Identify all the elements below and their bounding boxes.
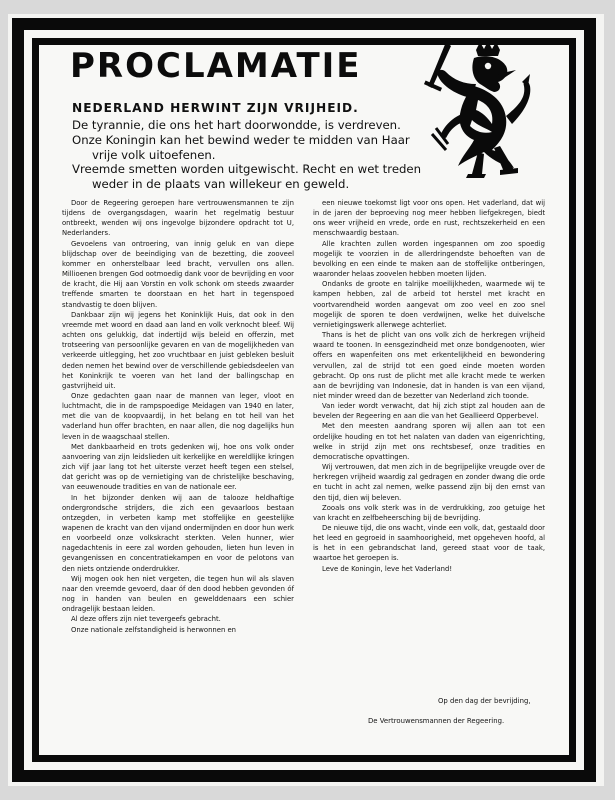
lead-line: Onze Koningin kan het bewind weder te midden van Haar xyxy=(72,132,410,147)
paragraph: Van ieder wordt verwacht, dat hij zich stipt zal houden aan de bevelen der Regeering en aan die van het Geallieerd Opperbevel. xyxy=(313,402,545,421)
closing-line: Op den dag der bevrijding, xyxy=(438,697,531,705)
right-column xyxy=(313,198,545,574)
paragraph: Met den meesten aandrang sporen wij allen aan tot een ordelijke houding en tot het nalaten van daden van eigenrichting, welke in strijd zijn met ons rechtsbesef, onze tradities en democratische opvattingen. xyxy=(313,422,545,461)
paragraph: Met dankbaarheid en trots gedenken wij, hoe ons volk onder aanvoering van zijn leidslieden uit kerkelijke en wereldlijke kringen zich vijf jaar lang tot het uiterste verzet heeft tegen een stelsel, dat gericht was op de vernietiging van de christelijke beschaving, van eeuwenoude tradities en van de nationale eer. xyxy=(62,442,294,492)
paragraph: Al deze offers zijn niet tevergeefs gebracht. xyxy=(71,615,221,624)
paragraph: Leve de Koningin, leve het Vaderland! xyxy=(322,564,453,573)
lion-icon xyxy=(418,40,533,180)
proclamation-title: PROCLAMATIE xyxy=(70,46,362,86)
lead-line: vrije volk uitoefenen. xyxy=(92,147,216,162)
lead-line: De tyrannie, die ons het hart doorwondde, is verdreven. xyxy=(72,118,401,132)
lead-line: Vreemde smetten worden uitgewischt. Recht en wet treden xyxy=(72,162,422,177)
paragraph: Wij vertrouwen, dat men zich in de begrijpelijke vreugde over de herkregen vrijheid waardig zal gedragen en zonder dwang die orde en tucht in acht zal nemen, welke passend zijn bij den ernst van den tijd, dien wij beleven. xyxy=(313,463,545,502)
paragraph: In het bijzonder denken wij aan de talooze heldhaftige ondergrondsche strijders, die zich een gevaarloos bestaan ontzegden, in verbeten kamp met stoffelijke en geestelijke wapenen de kracht van den vijand ondermijnden en door hun werk en voorbeeld onze volkskracht sterkten. Velen hunner, wier nagedachtenis in eere zal worden gehouden, lieten hun leven in gevangenissen en concentratiekampen en voor de pelotons van den niets ontziende onderdrukker. xyxy=(62,493,294,573)
paragraph: een nieuwe toekomst ligt voor ons open. Het vaderland, dat wij in de jaren der beproeving nog meer hebben liefgekregen, biedt ons weer vrijheid en vrede, orde en rust, rechtszekerheid en een menschwaardig bestaan. xyxy=(313,199,545,238)
paragraph: Gevoelens van ontroering, van innig geluk en van diepe blijdschap over de beeindiging van de bezetting, die zooveel kommer en onherstelbaar leed bracht, vervullen ons allen. Millioenen brengen God ootmoedig dank voor de bevrijding en voor de kracht, die Hij aan Vorstin en volk schonk om steeds zwaarder treffende smarten te doorstaan en het hart in tegenspoed standvastig te doen blijven. xyxy=(62,239,294,309)
lead-line: weder in de plaats van willekeur en geweld. xyxy=(92,177,350,192)
paragraph: Ondanks de groote en talrijke moeilijkheden, waarmede wij te kampen hebben, zal de arbeid tot herstel met kracht en voortvarendheid worden aangevat om zoo veel en zoo snel mogelijk de sporen te doen verdwijnen, welke het duivelsche vernietigingswerk allerwege achterliet. xyxy=(313,280,545,329)
paragraph: Alle krachten zullen worden ingespannen om zoo spoedig mogelijk te voorzien in de allerdringendste behoeften van de bevolking en een einde te maken aan de stoffelijke ontberingen, waaronder helaas zoovelen hebben moeten lijden. xyxy=(313,239,545,279)
paragraph: De nieuwe tijd, die ons wacht, vinde een volk, dat, gestaald door het leed en gegroeid in saamhoorigheid, met opgeheven hoofd, al is het in een gebrandschat land, gereed staat voor de taak, waartoe het geroepen is. xyxy=(313,524,545,563)
proclamation-subtitle: NEDERLAND HERWINT ZIJN VRIJHEID. xyxy=(72,101,359,115)
paragraph: Door de Regeering geroepen hare vertrouwensmannen te zijn tijdens de overgangsdagen, waarin het regelmatig bestuur ontbreekt, wenden wij ons ingevolge bijzondere opdracht tot U, Nederlanders. xyxy=(62,199,294,238)
signature: De Vertrouwensmannen der Regeering. xyxy=(368,717,505,725)
paragraph: Wij mogen ook hen niet vergeten, die tegen hun wil als slaven naar den vreemde gevoerd, daar óf den dood hebben gevonden óf nog in handen van beulen en gewelddenaars een schier ondragelijk bestaan leiden. xyxy=(62,574,294,614)
paragraph: Zooals ons volk sterk was in de verdrukking, zoo getuige het van kracht en zelfbeheersching bij de bevrijding. xyxy=(313,503,545,522)
left-column xyxy=(62,198,294,635)
paragraph: Dankbaar zijn wij jegens het Koninklijk Huis, dat ook in den vreemde met woord en daad aan land en volk verknocht bleef. Wij achten ons gelukkig, dat indertijd wijs beleid en offerzin, met trotseering van persoonlijke gevaren en van de mogelijkheden van verkeerde uitlegging, het zoo vruchtbaar en juist gebleken besluit deden nemen het bewind over de verschillende gebiedsdeelen van het Koninkrijk te voeren van het land der ballingschap en gastvrijheid uit. xyxy=(62,310,294,390)
paragraph: Onze gedachten gaan naar de mannen van leger, vloot en luchtmacht, die in de rampspoedige Meidagen van 1940 en later, met die van de koopvaardij, in het belang en tot heil van het vaderland hun offer brachten, en naar allen, die nog dagelijks hun leven in de waagschaal stellen. xyxy=(62,391,294,441)
paragraph: Onze nationale zelfstandigheid is herwonnen en xyxy=(71,625,237,634)
paragraph: Thans is het de plicht van ons volk zich de herkregen vrijheid waard te toonen. In eensgezindheid met onze bondgenooten, wier offers en wapenfeiten ons met erkentelijkheid en bewondering vervullen, zal de strijd tot een goed einde moeten worden gebracht. Op ons rust de plicht met alle kracht mede te werken aan de bevrijding van Indonesie, dat in handen is van een vijand, niet minder wreed dan de bezetter van Nederland zich toonde. xyxy=(313,331,545,400)
